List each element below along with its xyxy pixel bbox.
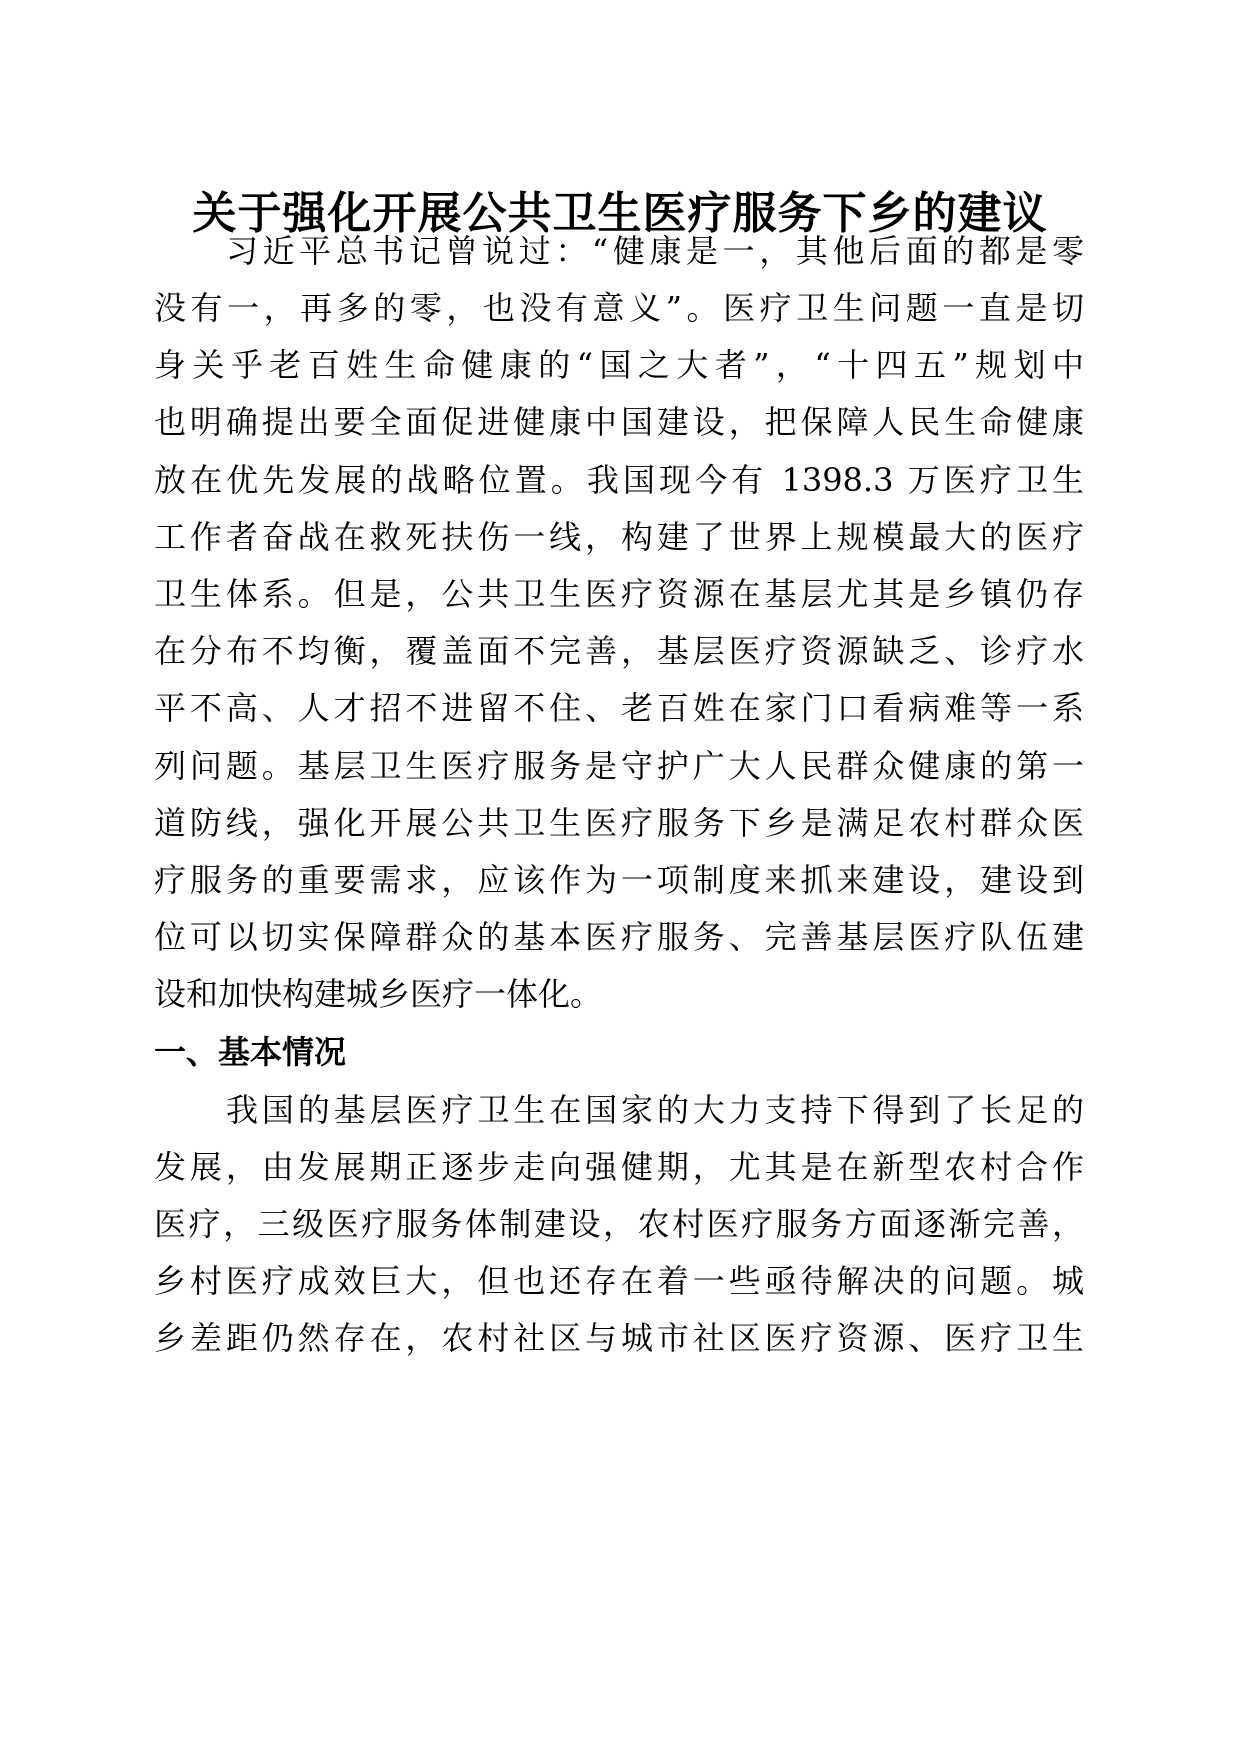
- section-line: 乡差距仍然存在，农村社区与城市社区医疗资源、医疗卫生: [154, 1319, 1084, 1357]
- intro-line: 也明确提出要全面促进健康中国建设，把保障人民生命健康: [154, 403, 1084, 441]
- section-line: 医疗，三级医疗服务体制建设，农村医疗服务方面逐渐完善，: [154, 1205, 1084, 1243]
- intro-line: 疗服务的重要需求，应该作为一项制度来抓来建设，建设到: [154, 861, 1084, 899]
- intro-line: 道防线，强化开展公共卫生医疗服务下乡是满足农村群众医: [154, 804, 1084, 842]
- intro-line: 平不高、人才招不进留不住、老百姓在家门口看病难等一系: [154, 689, 1084, 727]
- document-title: 关于强化开展公共卫生医疗服务下乡的建议: [192, 188, 1048, 239]
- section-heading: 一、基本情况: [154, 1033, 347, 1071]
- intro-line: 卫生体系。但是，公共卫生医疗资源在基层尤其是乡镇仍存: [154, 575, 1084, 613]
- intro-line: 设和加快构建城乡医疗一体化。: [154, 975, 603, 1013]
- section-line: 乡村医疗成效巨大，但也还存在着一些亟待解决的问题。城: [154, 1262, 1084, 1300]
- intro-line: 习近平总书记曾说过：“健康是一，其他后面的都是零: [226, 232, 1084, 270]
- section-line: 我国的基层医疗卫生在国家的大力支持下得到了长足的: [226, 1091, 1084, 1129]
- section-line: 发展，由发展期正逐步走向强健期，尤其是在新型农村合作: [154, 1148, 1084, 1186]
- intro-line: 列问题。基层卫生医疗服务是守护广大人民群众健康的第一: [154, 747, 1084, 785]
- intro-line: 在分布不均衡，覆盖面不完善，基层医疗资源缺乏、诊疗水: [154, 632, 1084, 670]
- intro-line: 没有一，再多的零，也没有意义”。医疗卫生问题一直是切: [154, 289, 1084, 327]
- intro-line: 工作者奋战在救死扶伤一线，构建了世界上规模最大的医疗: [154, 518, 1084, 556]
- intro-line: 身关乎老百姓生命健康的“国之大者”，“十四五”规划中: [154, 346, 1084, 384]
- intro-line: 位可以切实保障群众的基本医疗服务、完善基层医疗队伍建: [154, 918, 1084, 956]
- intro-line: 放在优先发展的战略位置。我国现今有 1398.3 万医疗卫生: [154, 461, 1084, 499]
